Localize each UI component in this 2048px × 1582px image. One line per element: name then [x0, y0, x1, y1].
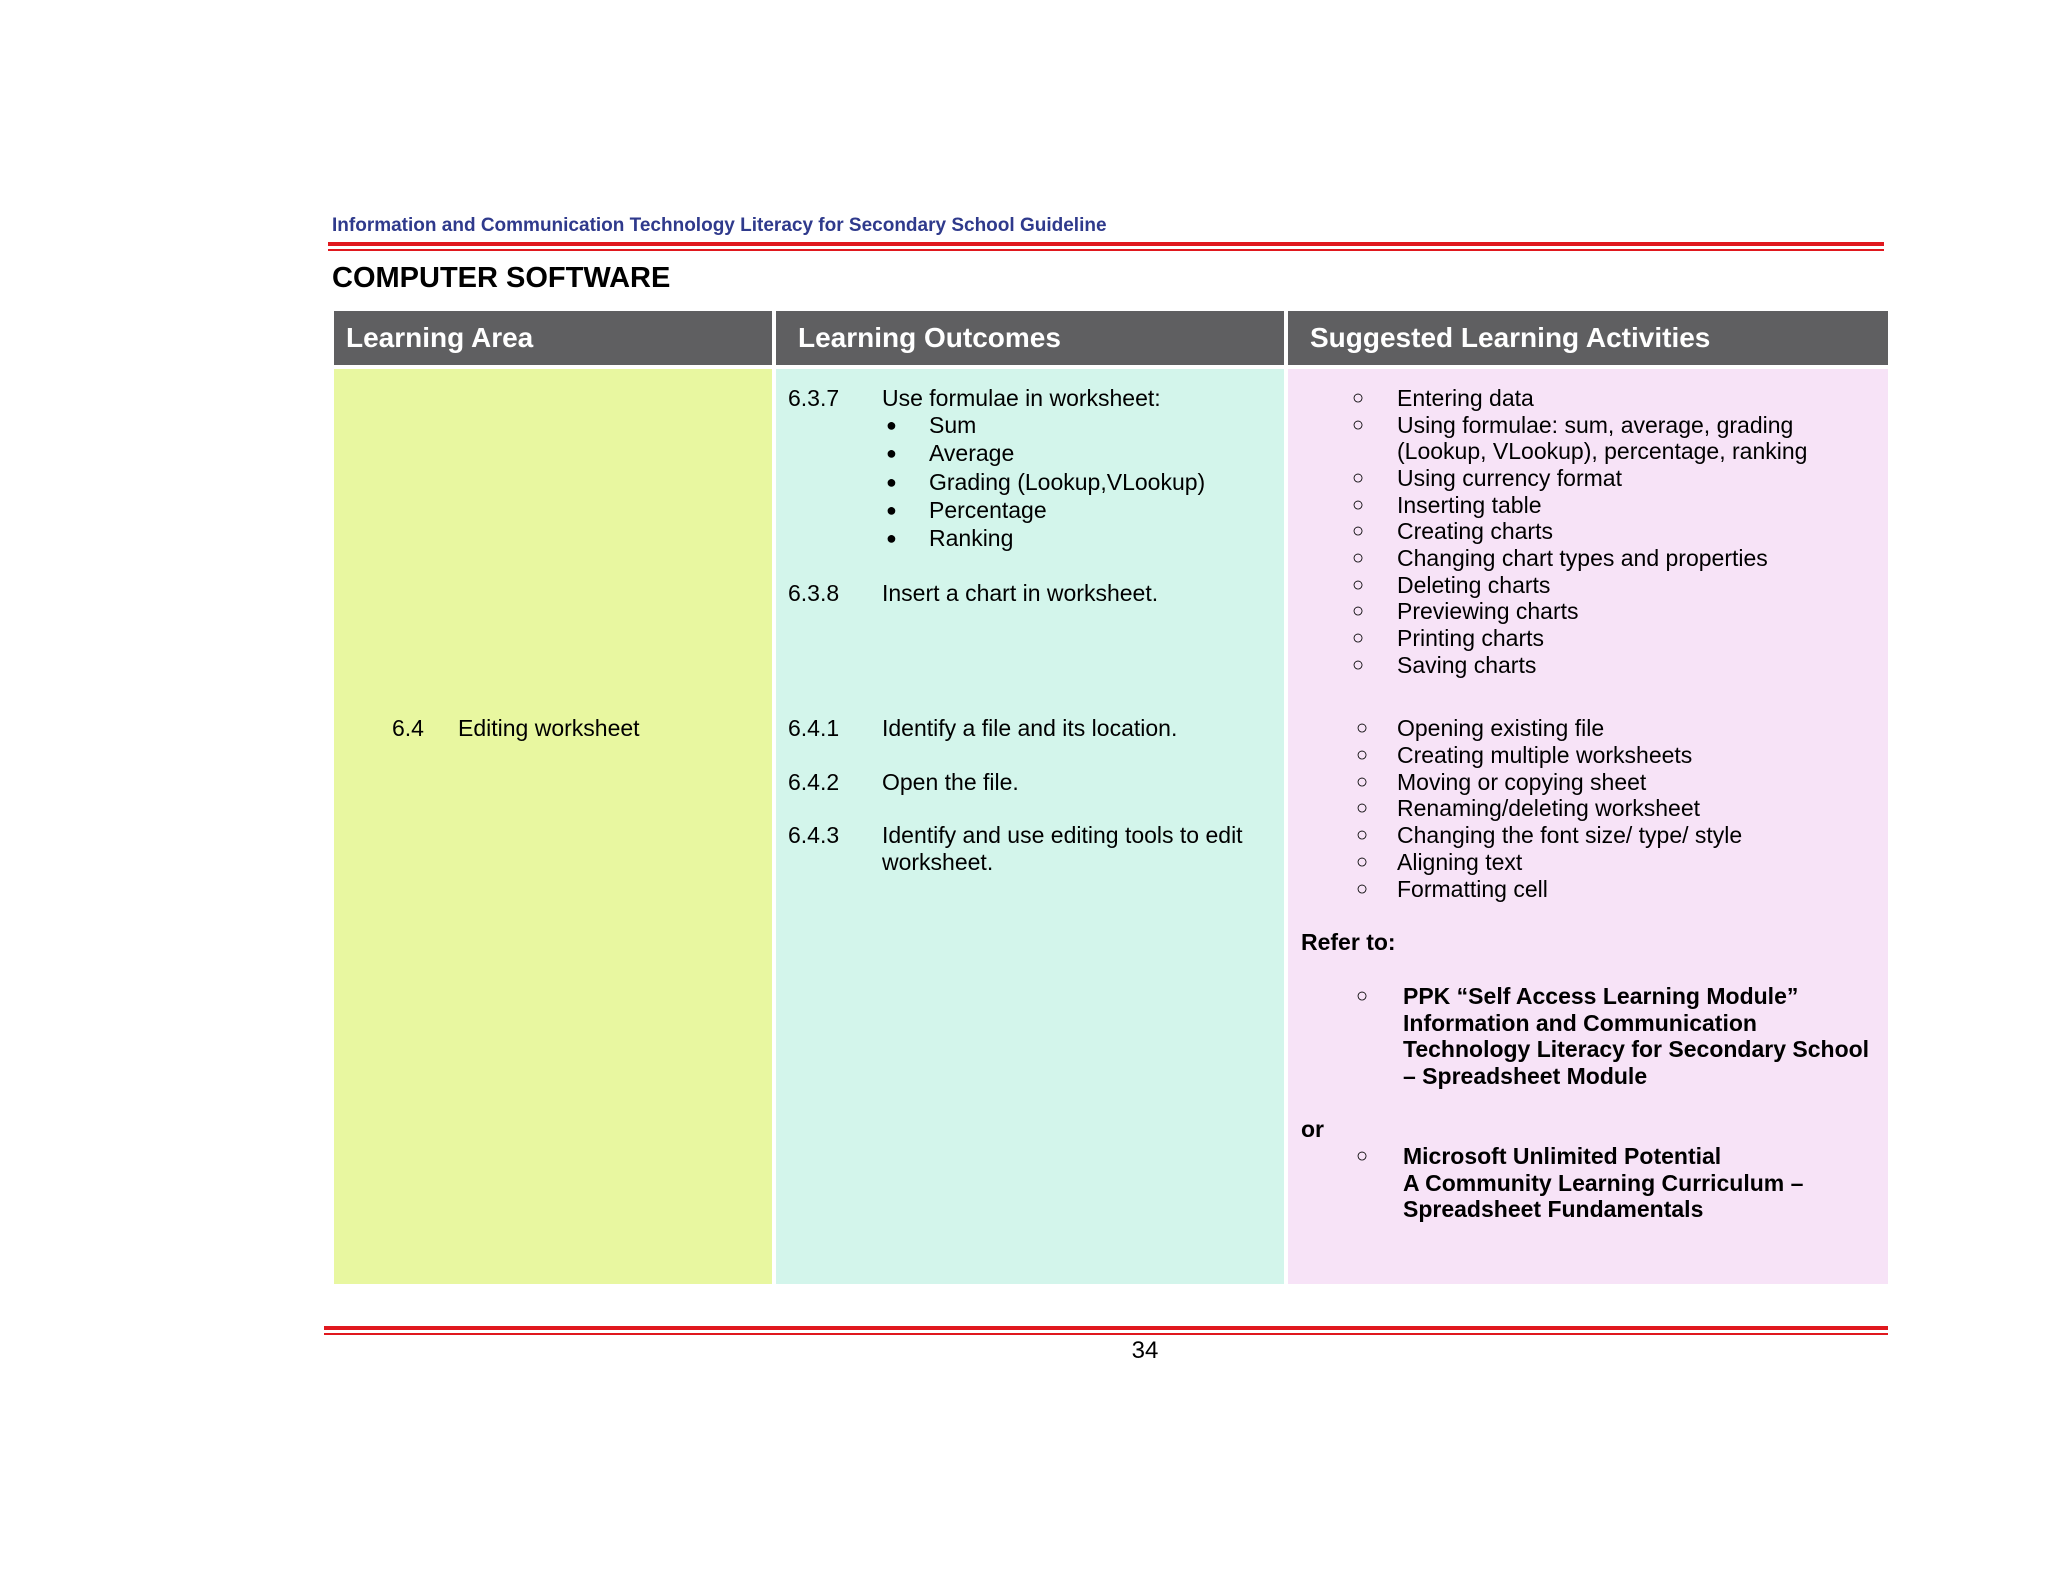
- page-number: 34: [1131, 1337, 1159, 1364]
- learning-area-label: Editing worksheet: [458, 715, 640, 741]
- circle-bullet-icon: ○: [1352, 520, 1365, 542]
- bullet-icon: ●: [886, 443, 897, 463]
- reference-line: Information and Communication: [1403, 1010, 1757, 1036]
- activity-item: Formatting cell: [1397, 876, 1548, 902]
- circle-bullet-icon: ○: [1356, 771, 1369, 793]
- bullet-icon: ●: [886, 472, 897, 492]
- outcome-text: worksheet.: [882, 849, 994, 875]
- activity-item-continued: (Lookup, VLookup), percentage, ranking: [1397, 438, 1808, 464]
- circle-bullet-icon: ○: [1352, 627, 1365, 649]
- activity-item: Creating multiple worksheets: [1397, 742, 1693, 768]
- reference-line: Spreadsheet Fundamentals: [1403, 1196, 1704, 1222]
- outcome-text: Insert a chart in worksheet.: [882, 580, 1159, 606]
- circle-bullet-icon: ○: [1356, 797, 1369, 819]
- footer-rule-thin: [324, 1333, 1888, 1335]
- outcome-text: Use formulae in worksheet:: [882, 385, 1161, 411]
- bullet-icon: ●: [886, 415, 897, 435]
- activity-item: Opening existing file: [1397, 715, 1605, 741]
- outcome-text: Identify and use editing tools to edit: [882, 822, 1243, 848]
- reference-line: Technology Literacy for Secondary School: [1403, 1036, 1870, 1062]
- outcome-bullet-item: Percentage: [929, 497, 1047, 523]
- circle-bullet-icon: ○: [1356, 717, 1369, 739]
- outcome-number: 6.4.3: [788, 822, 840, 848]
- document-header-title: Information and Communication Technology Literacy for Secondary School Guideline: [332, 215, 1107, 236]
- activity-item: Moving or copying sheet: [1397, 769, 1647, 795]
- activity-item: Changing the font size/ type/ style: [1397, 822, 1743, 848]
- column-header-learning-outcomes: Learning Outcomes: [776, 311, 1284, 365]
- circle-bullet-icon: ○: [1352, 547, 1365, 569]
- activity-item: Entering data: [1397, 385, 1534, 411]
- circle-bullet-icon: ○: [1356, 985, 1369, 1007]
- outcome-number: 6.4.2: [788, 769, 840, 795]
- reference-line: A Community Learning Curriculum –: [1403, 1170, 1804, 1196]
- circle-bullet-icon: ○: [1356, 1145, 1369, 1167]
- bullet-icon: ●: [886, 528, 897, 548]
- circle-bullet-icon: ○: [1352, 574, 1365, 596]
- bullet-icon: ●: [886, 500, 897, 520]
- learning-area-cell: [334, 369, 772, 1284]
- refer-to-label: Refer to:: [1301, 929, 1396, 955]
- circle-bullet-icon: ○: [1352, 387, 1365, 409]
- circle-bullet-icon: ○: [1356, 851, 1369, 873]
- outcome-bullet-item: Average: [929, 440, 1015, 466]
- reference-line: – Spreadsheet Module: [1403, 1063, 1648, 1089]
- activity-item: Renaming/deleting worksheet: [1397, 795, 1701, 821]
- activity-item: Aligning text: [1397, 849, 1523, 875]
- activity-item: Saving charts: [1397, 652, 1537, 678]
- learning-area-number: 6.4: [392, 715, 424, 741]
- activity-item: Creating charts: [1397, 518, 1553, 544]
- outcome-bullet-item: Grading (Lookup,VLookup): [929, 469, 1206, 495]
- footer-rule: [324, 1326, 1888, 1330]
- or-label: or: [1301, 1116, 1324, 1142]
- outcome-text: Open the file.: [882, 769, 1019, 795]
- header-rule: [328, 242, 1884, 246]
- section-title: COMPUTER SOFTWARE: [332, 262, 671, 294]
- circle-bullet-icon: ○: [1352, 600, 1365, 622]
- circle-bullet-icon: ○: [1356, 744, 1369, 766]
- outcome-text: Identify a file and its location.: [882, 715, 1178, 741]
- circle-bullet-icon: ○: [1352, 654, 1365, 676]
- column-header-suggested-activities: Suggested Learning Activities: [1288, 311, 1888, 365]
- circle-bullet-icon: ○: [1352, 414, 1365, 436]
- circle-bullet-icon: ○: [1352, 467, 1365, 489]
- outcome-number: 6.3.8: [788, 580, 840, 606]
- circle-bullet-icon: ○: [1356, 878, 1369, 900]
- column-header-learning-area: Learning Area: [334, 311, 772, 365]
- header-rule-thin: [328, 249, 1884, 251]
- circle-bullet-icon: ○: [1352, 494, 1365, 516]
- outcome-bullet-item: Ranking: [929, 525, 1014, 551]
- activity-item: Using formulae: sum, average, grading: [1397, 412, 1794, 438]
- outcome-number: 6.3.7: [788, 385, 840, 411]
- activity-item: Using currency format: [1397, 465, 1622, 491]
- outcome-number: 6.4.1: [788, 715, 840, 741]
- reference-line: PPK “Self Access Learning Module”: [1403, 983, 1799, 1009]
- activity-item: Previewing charts: [1397, 598, 1579, 624]
- circle-bullet-icon: ○: [1356, 824, 1369, 846]
- activity-item: Printing charts: [1397, 625, 1545, 651]
- reference-line: Microsoft Unlimited Potential: [1403, 1143, 1722, 1169]
- activity-item: Inserting table: [1397, 492, 1542, 518]
- activity-item: Changing chart types and properties: [1397, 545, 1768, 571]
- activity-item: Deleting charts: [1397, 572, 1551, 598]
- outcome-bullet-item: Sum: [929, 412, 977, 438]
